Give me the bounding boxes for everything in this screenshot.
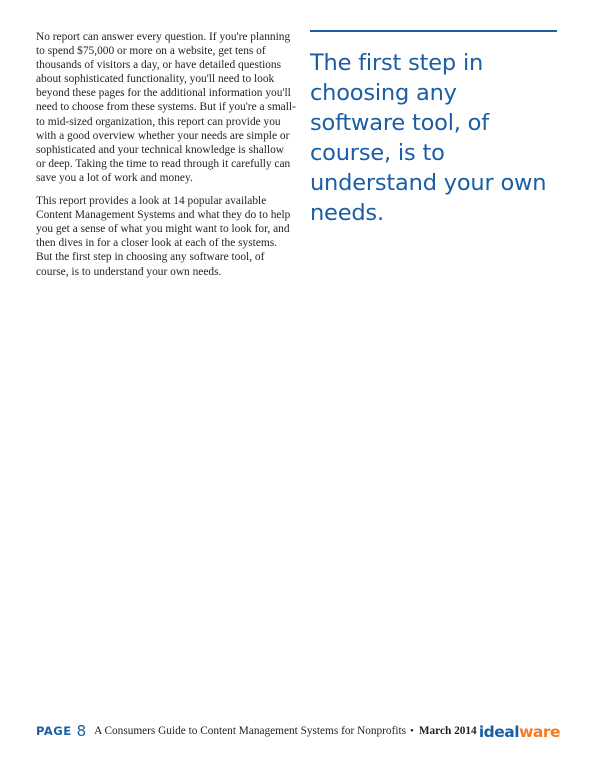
pull-quote: [310, 30, 557, 228]
body-paragraph-2: This report provides a look at 14 popular available Content Management Systems and what they do to help you get a sense of what you might want to look for, and then dives in for a closer look at each of the systems. But the first step in choosing any software tool, of course, is to understand your own needs.: [36, 195, 291, 278]
page-number: 8: [76, 722, 87, 740]
pull-quote-text: The first step in choosing any software tool, of course, is to understand your own needs.: [310, 50, 547, 226]
logo-text-ware: ware: [519, 723, 560, 741]
footer-document-title: A Consumers Guide to Content Management Systems for Nonprofits: [94, 725, 407, 737]
page-footer: [36, 718, 560, 744]
body-paragraph-1: No report can answer every question. If you're planning to spend $75,000 or more on a website, get tens of thousands of visitors a day, or have detailed questions about sophisticated functionality, you'll need to look beyond these pages for the additional information you'll need to choose from these systems. But if you're a small- to mid-sized organization, this report can provide you with a good overview whether your needs are simple or sophisticated and your technical knowledge is shallow or deep. Taking the time to read through it carefully can save you a lot of work and money.: [36, 31, 296, 184]
idealware-logo: [479, 723, 560, 741]
footer-date: March 2014: [418, 725, 477, 737]
body-text-column: [36, 30, 296, 288]
footer-bullet: •: [410, 725, 414, 737]
logo-text-ideal: ideal: [478, 723, 520, 741]
page-label: PAGE: [36, 724, 72, 738]
